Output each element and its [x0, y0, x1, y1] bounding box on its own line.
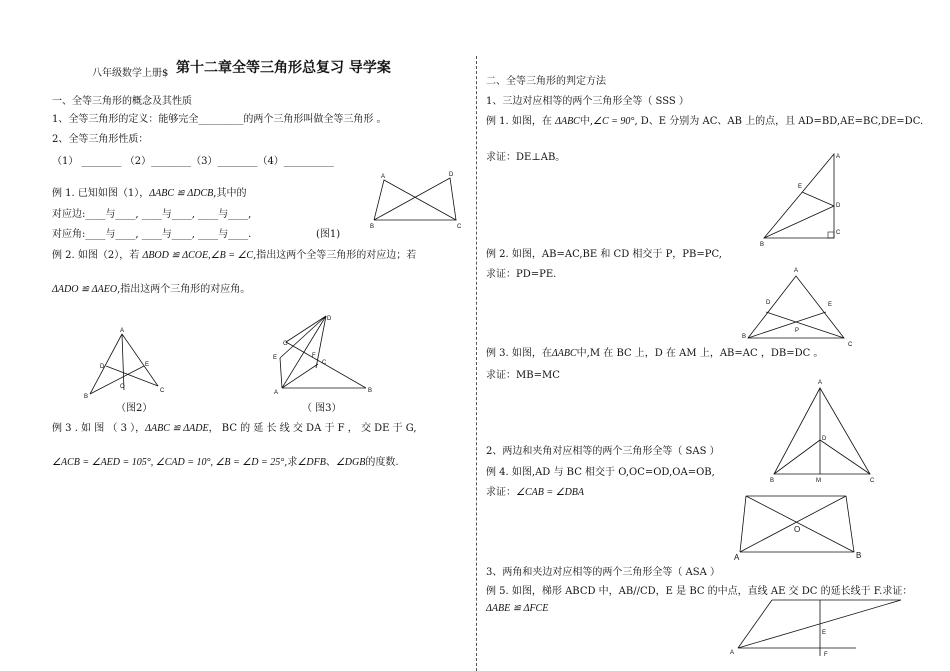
- right-figure-2: [742, 266, 852, 350]
- r2-label-p: P: [795, 328, 800, 334]
- example-1-edges: 对应边:____与____, ____与____, ____与____,: [52, 209, 252, 220]
- sss-heading: 1、三边对应相等的两个三角形全等（ SSS ）: [486, 96, 689, 107]
- fig2-label-d: D: [100, 364, 105, 370]
- r4-label-o: O: [794, 525, 801, 534]
- right-example-4: 例 4. 如图,AD 与 BC 相交于 O,OC=OD,OA=OB,: [486, 467, 715, 478]
- fig3-label-a: A: [274, 390, 279, 396]
- right-figure-1: [760, 152, 842, 248]
- fig3-label-b: B: [368, 388, 373, 394]
- r3-label-c: C: [870, 478, 875, 484]
- asa-heading: 3、两角和夹边对应相等的两个三角形全等（ ASA ）: [486, 567, 721, 578]
- r4-label-a: A: [734, 553, 740, 562]
- fig2-label-e: E: [145, 362, 150, 368]
- r3-label-d: D: [822, 436, 827, 442]
- fig3-label-e: E: [273, 355, 278, 361]
- fig2-label-b: B: [84, 394, 89, 400]
- figure-2-caption: （图2）: [116, 403, 153, 414]
- header-prefix: 八年级数学上册$: [92, 68, 169, 79]
- r5-label-f: F: [824, 652, 828, 658]
- example-1-angles: 对应角:____与____, ____与____, ____与____.: [52, 229, 252, 240]
- r3-label-m: M: [816, 478, 821, 484]
- r1-label-e: E: [798, 184, 803, 190]
- r5-label-e: E: [822, 630, 827, 636]
- fig1-label-a: A: [381, 174, 386, 180]
- fig3-label-f: F: [312, 353, 316, 359]
- r3-label-b: B: [770, 478, 775, 484]
- fig2-label-c: C: [160, 388, 165, 394]
- r3-label-a: A: [818, 380, 823, 386]
- fig3-label-g: G: [283, 341, 288, 347]
- right-example-1: 例 1. 如图，在 ΔABC中,∠C = 90°, D、E 分别为 AC、AB 上的点，且 AD=BD,AE=BC,DE=DC.: [486, 116, 924, 127]
- fig2-label-o: O: [120, 384, 125, 390]
- r2-label-c: C: [848, 342, 853, 348]
- fig1-label-c: C: [457, 224, 462, 230]
- right-example-3: 例 3. 如图，在ΔABC中,M 在 BC 上，D 在 AM 上，AB=AC ，DB=DC 。: [486, 348, 824, 359]
- r1-label-c: C: [836, 230, 841, 236]
- example-2-line2: ΔADO ≌ ΔAEO,指出这两个三角形的对应角。: [52, 284, 251, 295]
- fig3-label-c: C: [322, 360, 327, 366]
- r2-label-d: D: [766, 300, 771, 306]
- property-line: 2、全等三角形性质：: [52, 134, 149, 145]
- page-title: 第十二章全等三角形总复习 导学案: [176, 60, 391, 76]
- fig1-label-d: D: [449, 172, 454, 178]
- figure-3: [272, 312, 373, 396]
- right-figure-4: [734, 488, 864, 562]
- fig2-label-a: A: [120, 328, 125, 334]
- r2-label-a: A: [794, 268, 799, 274]
- example-3-line2: ∠ACB = ∠AED = 105°, ∠CAD = 10°, ∠B = ∠D = 25°,求∠DFB、∠DGB的度数.: [52, 457, 399, 468]
- r5-label-a: A: [730, 650, 735, 656]
- right-example-2-proof: 求证：PD=PE.: [486, 269, 557, 280]
- figure-1: [370, 170, 470, 230]
- fig3-label-d: D: [327, 316, 332, 322]
- example-3-line1: 例 3 . 如 图 （ 3 ），ΔABC ≌ ΔADE， BC 的 延 长 线 交 DA 于 F ， 交 DE 于 G,: [52, 423, 417, 434]
- section-2-heading: 二、全等三角形的判定方法: [486, 76, 606, 87]
- r2-label-e: E: [828, 302, 833, 308]
- example-1-intro: 例 1. 已知如图（1），ΔABC ≌ ΔDCB,其中的: [52, 188, 247, 199]
- column-divider: [476, 56, 477, 671]
- right-example-3-proof: 求证：MB=MC: [486, 370, 560, 381]
- property-blanks: （1） ________ （2）________（3）________（4）__________: [52, 156, 334, 167]
- figure-2: [84, 326, 170, 400]
- r1-label-a: A: [836, 154, 841, 160]
- r4-label-b: B: [856, 551, 862, 560]
- right-example-5: 例 5. 如图，梯形 ABCD 中，AB//CD，E 是 BC 的中点，直线 AE 交 DC 的延长线于 F.求证：: [486, 586, 913, 597]
- sas-heading: 2、两边和夹角对应相等的两个三角形全等（ SAS ）: [486, 446, 720, 457]
- r1-label-b: B: [760, 242, 765, 248]
- r1-label-d: D: [836, 203, 841, 209]
- definition-line: 1、全等三角形的定义：能够完全_________的两个三角形叫做全等三角形 。: [52, 114, 387, 125]
- right-figure-5: [730, 594, 906, 671]
- example-2-line1: 例 2. 如图（2），若 ΔBOD ≌ ΔCOE,∠B = ∠C,指出这两个全等三角形的对应边；若: [52, 250, 417, 261]
- fig1-label-b: B: [370, 224, 375, 230]
- figure-3-caption: （ 图3）: [302, 403, 342, 414]
- r2-label-b: B: [742, 334, 747, 340]
- right-figure-3: [770, 378, 880, 484]
- right-example-2: 例 2. 如图，AB=AC,BE 和 CD 相交于 P，PB=PC,: [486, 249, 722, 260]
- right-example-4-proof: 求证：∠CAB = ∠DBA: [486, 487, 585, 498]
- right-example-5-math: ΔABE ≌ ΔFCE: [486, 603, 549, 614]
- figure-1-caption: (图1): [316, 229, 341, 240]
- right-example-1-proof: 求证：DE⊥AB。: [486, 152, 566, 163]
- section-1-heading: 一、全等三角形的概念及其性质: [52, 96, 192, 107]
